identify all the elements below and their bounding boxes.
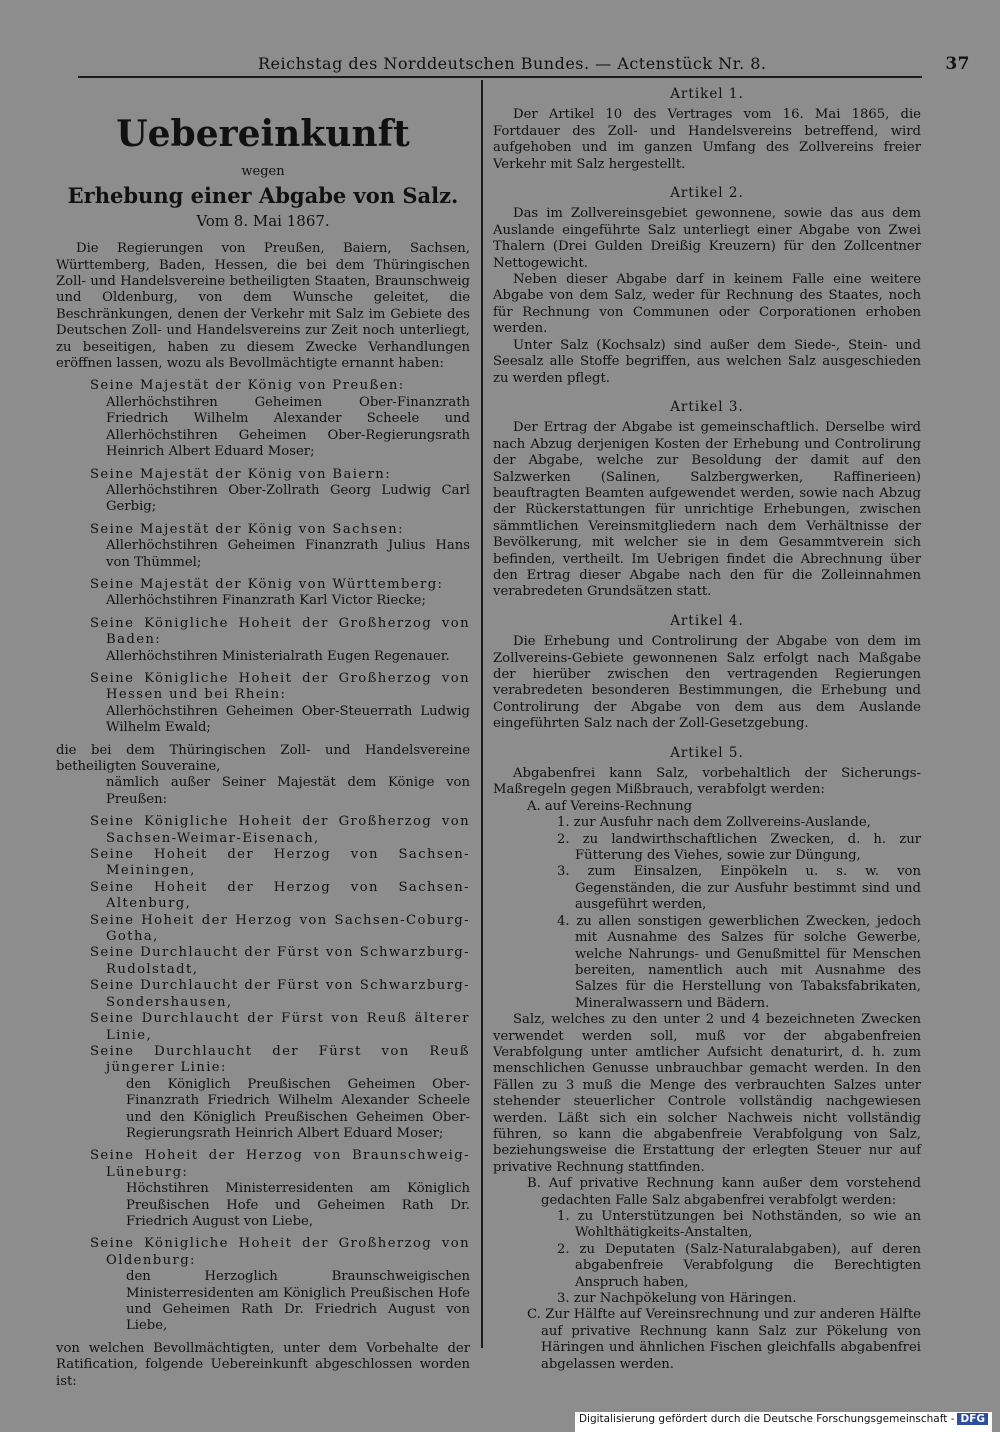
sovereign: Seine Hoheit der Herzog von Sachsen-Coburg-Gotha, bbox=[90, 912, 470, 945]
closing-paragraph: von welchen Bevollmächtigten, unter dem Vorbehalte der Ratification, folgende Uebereinkunft abgeschlossen worden ist: bbox=[56, 1340, 470, 1389]
article-heading: Artikel 5. bbox=[670, 744, 744, 761]
intro-paragraph: Die Regierungen von Preußen, Baiern, Sachsen, Württemberg, Baden, Hessen, die bei dem Thüringischen Zoll- und Handelsvereine betheiligten Staaten, Braunschweig und Oldenburg, von dem Wunsche geleitet, die Beschränkungen, denen der Verkehr mit Salz im Gebiete des Deutschen Zoll- und Handelsvereins zur Zeit noch unterliegt, zu beseitigen, haben zu diesem Zwecke Verhandlungen eröffnen lassen, wozu als Bevollmächtigte ernannt haben: bbox=[56, 241, 470, 372]
running-title: Reichstag des Norddeutschen Bundes. — Actenstück Nr. 8. bbox=[258, 54, 767, 73]
sovereign: Seine Hoheit der Herzog von Sachsen-Altenburg, bbox=[90, 879, 470, 912]
delegate: den Königlich Preußischen Geheimen Ober-Finanzrath Friedrich Wilhelm Alexander Scheele und den Königlich Preußischen Geheimen Ober-Regierungsrath Heinrich Albert Eduard Moser; bbox=[126, 1076, 470, 1141]
sovereign: Seine Majestät der König von Preußen: bbox=[90, 378, 405, 394]
delegate: Allerhöchstihren Geheimen Ober-Finanzrath Friedrich Wilhelm Alexander Scheele und Allerhöchstihren Geheimen Ober-Regierungsrath Heinrich Albert Eduard Moser; bbox=[106, 394, 470, 460]
column-divider bbox=[481, 80, 483, 1348]
list-item: 4. zu allen sonstigen gewerblichen Zwecken, jedoch mit Ausnahme des Salzes für solche Gewerbe, welche Nahrungs- und Genußmittel für Menschen bereiten, namentlich auch mit Ausnahme des Salzes für die Herstellung von Tabaksfabrikaten, Mineralwassern und Bädern. bbox=[557, 913, 921, 1011]
sovereign: Seine Königliche Hoheit der Großherzog von Baden: bbox=[90, 615, 470, 648]
article-text: Der Ertrag der Abgabe ist gemeinschaftlich. Derselbe wird nach Abzug derjenigen Kosten der Erhebung und Controlirung der Abgabe, welche zur Besoldung der damit auf den Salzwerken (Salinen, Salzbergwerken, Raffinerieen) beauftragten Beamten aufgewendet werden, sowie nach Abzug der Rückerstattungen für unrichtige Erhebungen, zwischen sämmtlichen Vereinsmitgliedern nach dem Verhältnisse der Bevölkerung, mit welcher sie in dem Gesammtverein sich befinden, vertheilt. Im Uebrigen findet die Abrechnung über den Ertrag dieser Abgabe nach den für die Zolleinnahmen verabredeten Grundsätzen statt. bbox=[493, 420, 921, 600]
right-column bbox=[493, 86, 921, 1373]
title-connector: wegen bbox=[241, 164, 285, 179]
list-item: 2. zu landwirthschaftlichen Zwecken, d. h. zur Fütterung des Viehes, sowie zur Düngung, bbox=[557, 831, 921, 864]
page-number: 37 bbox=[945, 54, 970, 74]
plenipotentiary-entry bbox=[56, 378, 470, 460]
plenipotentiary-entry bbox=[56, 616, 470, 665]
thuringia-intro-continued: nämlich außer Seiner Majestät dem Könige von Preußen: bbox=[106, 775, 470, 807]
plenipotentiary-entry bbox=[56, 522, 470, 571]
dfg-logo: DFG bbox=[957, 1413, 988, 1425]
delegate: Allerhöchstihren Geheimen Finanzrath Julius Hans von Thümmel; bbox=[106, 538, 470, 570]
sovereign: Seine Durchlaucht der Fürst von Schwarzburg-Sondershausen, bbox=[90, 978, 470, 1010]
running-header bbox=[30, 48, 970, 76]
list-item: 1. zur Ausfuhr nach dem Zollvereins-Auslande, bbox=[557, 815, 871, 831]
header-rule bbox=[78, 76, 922, 78]
article-heading: Artikel 4. bbox=[670, 612, 744, 629]
list-item: 1. zu Unterstützungen bei Nothständen, so wie an Wohlthätigkeits-Anstalten, bbox=[557, 1209, 921, 1241]
section-a-label: A. auf Vereins-Rechnung bbox=[527, 798, 693, 814]
article-text: Unter Salz (Kochsalz) sind außer dem Siede-, Stein- und Seesalz alle Stoffe begriffen, aus welchen Salz ausgeschieden zu werden pflegt. bbox=[493, 337, 921, 386]
delegate: Allerhöchstihren Finanzrath Karl Victor Riecke; bbox=[106, 593, 426, 609]
section-c-label: C. Zur Hälfte auf Vereinsrechnung und zur anderen Hälfte auf privative Rechnung kann Salz zur Pökelung von Häringen und ähnlichen Fischen gleichfalls abgabenfrei abgelassen werden. bbox=[527, 1307, 921, 1372]
list-item: 3. zur Nachpökelung von Häringen. bbox=[557, 1291, 797, 1307]
delegate: Höchstihren Ministerresidenten am Königlich Preußischen Hofe und Geheimen Rath Dr. Friedrich August von Liebe, bbox=[126, 1181, 470, 1229]
delegate: Allerhöchstihren Ministerialrath Eugen Regenauer. bbox=[106, 648, 450, 664]
digitization-credit bbox=[575, 1412, 992, 1432]
sovereign: Seine Königliche Hoheit der Großherzog von Hessen und bei Rhein: bbox=[90, 670, 470, 703]
plenipotentiary-entry bbox=[56, 467, 470, 516]
list-item: 2. zu Deputaten (Salz-Naturalabgaben), auf deren abgabenfreie Verabfolgung die Berechtigten Anspruch haben, bbox=[557, 1241, 921, 1290]
article-text: Abgabenfrei kann Salz, vorbehaltlich der Sicherungs-Maßregeln gegen Mißbrauch, verabfolgt werden: bbox=[493, 766, 921, 798]
article-text: Neben dieser Abgabe darf in keinem Falle eine weitere Abgabe von dem Salz, weder für Rechnung des Staates, noch für Rechnung von Communen oder Corporationen erhoben werden. bbox=[493, 272, 921, 337]
sovereign: Seine Durchlaucht der Fürst von Schwarzburg-Rudolstadt, bbox=[90, 945, 470, 977]
left-column bbox=[56, 86, 470, 1390]
article-heading: Artikel 3. bbox=[670, 398, 744, 415]
sovereign: Seine Durchlaucht der Fürst von Reuß älterer Linie, bbox=[90, 1011, 470, 1043]
delegate: Allerhöchstihren Ober-Zollrath Georg Ludwig Carl Gerbig; bbox=[106, 482, 470, 515]
plenipotentiary-entry bbox=[56, 577, 470, 610]
document-subtitle: Erhebung einer Abgabe von Salz. bbox=[67, 183, 459, 209]
sovereign: Seine Majestät der König von Sachsen: bbox=[90, 521, 404, 537]
plenipotentiary-entry bbox=[56, 671, 470, 737]
article-heading: Artikel 2. bbox=[670, 185, 744, 202]
article-text: Das im Zollvereinsgebiet gewonnene, sowie das aus dem Auslande eingeführte Salz unterliegt einer Abgabe von Zwei Thalern (Drei Gulden Dreißig Kreuzern) für den Zollcentner Nettogewicht. bbox=[493, 206, 921, 271]
sovereign: Seine Durchlaucht der Fürst von Reuß jüngerer Linie: bbox=[90, 1043, 470, 1076]
document-title: Uebereinkunft bbox=[116, 113, 410, 155]
sovereign: Seine Hoheit der Herzog von Braunschweig-Lüneburg: bbox=[90, 1148, 470, 1180]
delegate: den Herzoglich Braunschweigischen Ministerresidenten am Königlich Preußischen Hofe und Geheimen Rath Dr. Friedrich August von Liebe, bbox=[126, 1269, 470, 1334]
sovereign: Seine Hoheit der Herzog von Sachsen-Meiningen, bbox=[90, 847, 470, 879]
article-text: Salz, welches zu den unter 2 und 4 bezeichneten Zwecken verwendet werden soll, muß vor der abgabenfreien Verabfolgung unter amtlicher Aufsicht denaturirt, d. h. zum menschlichen Genusse unbrauchbar gemacht werden. In den Fällen zu 3 muß die Menge des verbrauchten Salzes unter stehender steuerlicher Controle vollständig nachgewiesen werden. Läßt sich ein solcher Nachweis nicht vollständig führen, so kann die abgabenfreie Verabfolgung von Salz, beziehungsweise die Erstattung der erlegten Steuer nur auf privative Rechnung stattfinden. bbox=[493, 1012, 921, 1175]
document-date: Vom 8. Mai 1867. bbox=[196, 211, 330, 230]
article-text: Der Artikel 10 des Vertrages vom 16. Mai 1865, die Fortdauer des Zoll- und Handelsvereins betreffend, wird aufgehoben und im ganzen Umfang des Zollvereins freier Verkehr mit Salz hergestellt. bbox=[493, 107, 921, 172]
sovereign: Seine Majestät der König von Württemberg: bbox=[90, 576, 444, 592]
delegate: Allerhöchstihren Geheimen Ober-Steuerrath Ludwig Wilhelm Ewald; bbox=[106, 703, 470, 736]
list-item: 3. zum Einsalzen, Einpökeln u. s. w. von Gegenständen, die zur Ausfuhr bestimmt sind und ausgeführt werden, bbox=[557, 864, 921, 913]
credit-text: Digitalisierung gefördert durch die Deutsche Forschungsgemeinschaft - bbox=[578, 1413, 955, 1425]
sovereign: Seine Majestät der König von Baiern: bbox=[90, 466, 392, 482]
sovereign: Seine Königliche Hoheit der Großherzog von Sachsen-Weimar-Eisenach, bbox=[90, 814, 470, 846]
thuringia-intro: die bei dem Thüringischen Zoll- und Handelsvereine betheiligten Souveraine, bbox=[56, 742, 470, 774]
article-text: Die Erhebung und Controlirung der Abgabe von dem im Zollvereins-Gebiete gewonnenen Salz erfolgt nach Maßgabe der hierüber zwischen den vertragenden Regierungen verabredeten besonderen Bestimmungen, die Erhebung und Controlirung der Abgabe von dem aus dem Auslande eingeführten Salz nach der Zoll-Gesetzgebung. bbox=[493, 634, 921, 732]
article-heading: Artikel 1. bbox=[670, 86, 744, 102]
section-b-label: B. Auf privative Rechnung kann außer dem vorstehend gedachten Falle Salz abgabenfrei verabfolgt werden: bbox=[527, 1176, 921, 1208]
sovereign: Seine Königliche Hoheit der Großherzog von Oldenburg: bbox=[90, 1236, 470, 1268]
